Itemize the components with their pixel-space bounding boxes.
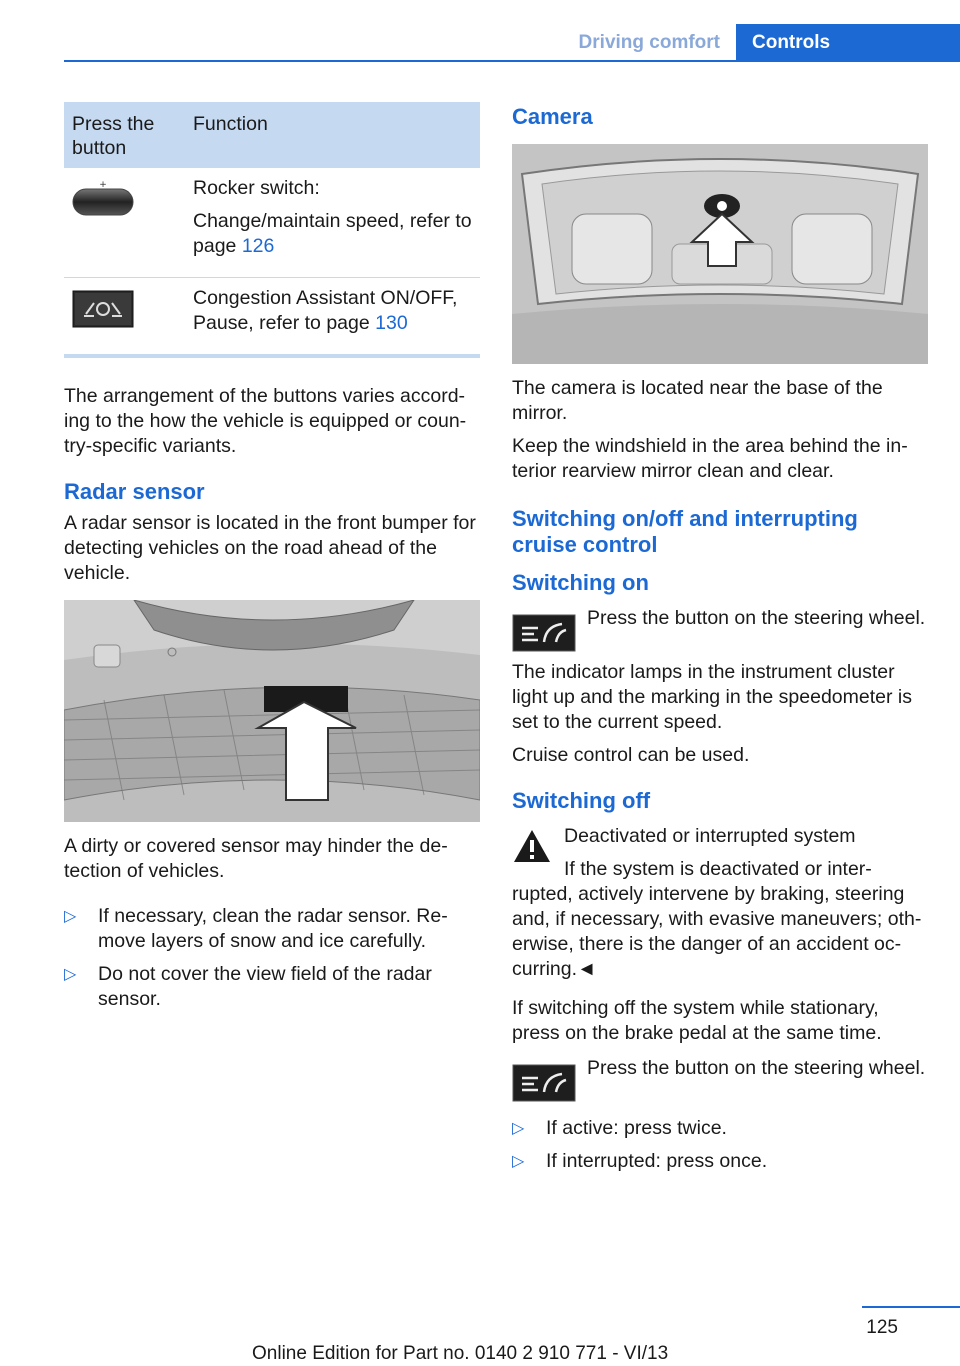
rocker-desc: Change/maintain speed, refer to page	[193, 210, 472, 257]
footer-edition: Online Edition for Part no. 0140 2 910 771 - VI/13	[252, 1343, 669, 1364]
radar-sensor-image	[64, 600, 480, 822]
svg-text:+: +	[99, 180, 107, 190]
page-number: 125	[866, 1317, 898, 1338]
triangle-bullet-icon: ▷	[64, 966, 77, 983]
warning-text: If the system is deactivated or inter-rupted, actively intervene by braking, steering and, if necessary, with evasive maneuvers; oth-erwise, there is the danger of an accident oc-curring.◄	[512, 858, 922, 980]
camera-text-1: The camera is located near the base of the mirror.	[512, 377, 883, 424]
table-header-button: Press the button	[64, 102, 185, 168]
cruise-control-button-icon	[512, 1064, 576, 1102]
table-header-function: Function	[185, 102, 480, 168]
button-function-table	[64, 102, 480, 358]
switch-off-text-1: If switching off the system while stationary, press on the brake pedal at the same time.	[512, 997, 882, 1044]
switch-heading: Switching on/off and interrupting cruise control	[512, 506, 858, 557]
header-tab: Controls	[736, 24, 960, 62]
switching-on-heading: Switching on	[512, 570, 649, 595]
switch-on-press-text: Press the button on the steering wheel.	[587, 607, 926, 629]
triangle-bullet-icon: ▷	[512, 1153, 525, 1170]
camera-image	[512, 144, 928, 364]
switch-on-text-1: The indicator lamps in the instrument cluster light up and the marking in the speedometer is set to the current speed.	[512, 661, 912, 733]
page-header	[0, 0, 960, 62]
switch-off-instruction	[512, 1056, 928, 1102]
camera-heading: Camera	[512, 104, 593, 129]
footer-rule	[862, 1306, 960, 1308]
switch-on-text-2: Cruise control can be used.	[512, 744, 750, 766]
right-column	[512, 102, 928, 1182]
congestion-desc: Congestion Assistant ON/OFF, Pause, refer to page	[193, 287, 458, 334]
radar-text: A radar sensor is located in the front bumper for detecting vehicles on the road ahead of the vehicle.	[64, 512, 476, 584]
switching-off-heading: Switching off	[512, 788, 651, 813]
page-link-130[interactable]: 130	[375, 312, 408, 334]
list-item: ▷ Do not cover the view field of the radar sensor.	[64, 963, 432, 1010]
radar-heading: Radar sensor	[64, 479, 205, 504]
dirty-sensor-text: A dirty or covered sensor may hinder the de-tection of vehicles.	[64, 835, 448, 882]
table-row	[64, 278, 480, 357]
header-section: Driving comfort	[578, 32, 720, 53]
table-row	[64, 168, 480, 278]
switch-off-bullets	[512, 1116, 928, 1174]
triangle-bullet-icon: ▷	[64, 908, 77, 925]
warning-title: Deactivated or interrupted system	[564, 825, 856, 847]
rocker-switch-icon	[72, 180, 134, 218]
list-item: ▷ If active: press twice.	[512, 1117, 727, 1139]
cruise-control-button-icon	[512, 614, 576, 652]
warning-block	[512, 824, 928, 849]
triangle-bullet-icon: ▷	[512, 1120, 525, 1137]
switch-off-press-text: Press the button on the steering wheel.	[587, 1057, 926, 1079]
header-rule	[64, 60, 960, 62]
radar-bullets	[64, 904, 480, 1012]
page-link-126[interactable]: 126	[241, 235, 275, 257]
switch-on-instruction	[512, 606, 928, 652]
list-item: ▷ If interrupted: press once.	[512, 1150, 768, 1172]
camera-text-2: Keep the windshield in the area behind the in-terior rearview mirror clean and clear.	[512, 435, 908, 482]
arrangement-text: The arrangement of the buttons varies accord-ing to the how the vehicle is equipped or coun-try-specific variants.	[64, 385, 467, 457]
congestion-assistant-icon	[72, 290, 134, 328]
rocker-label: Rocker switch:	[193, 177, 320, 199]
warning-triangle-icon	[512, 828, 552, 864]
list-item: ▷ If necessary, clean the radar sensor. Re-move layers of snow and ice carefully.	[64, 905, 448, 952]
left-column	[64, 102, 480, 1020]
